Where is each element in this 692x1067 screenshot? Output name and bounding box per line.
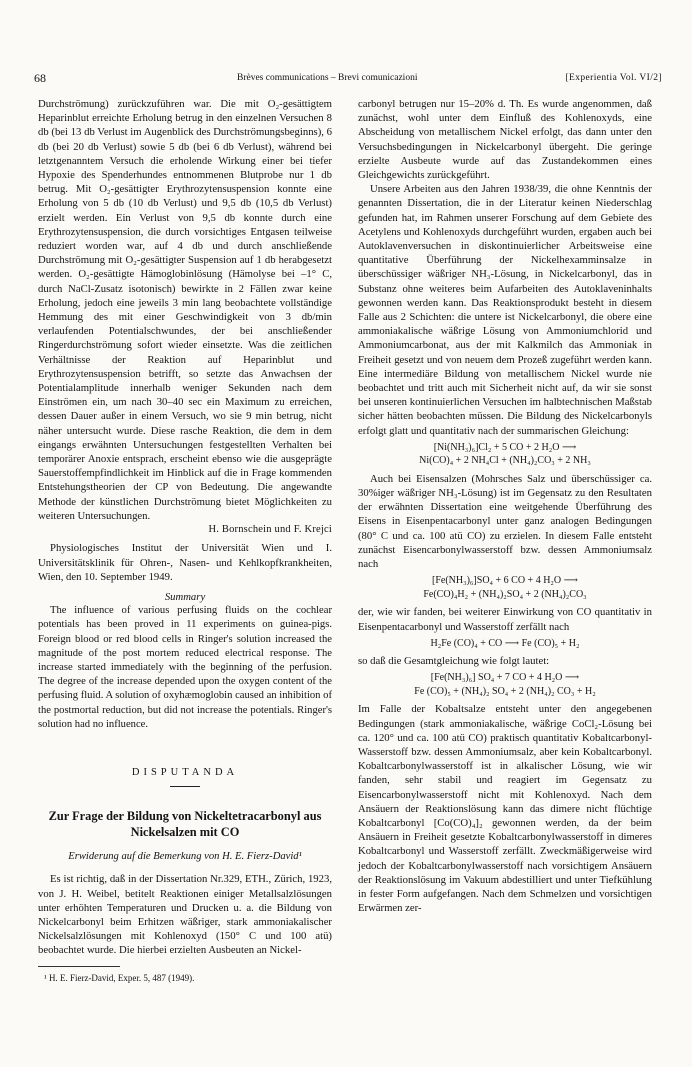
body-paragraph: Im Falle der Kobaltsalze entsteht unter den angegebenen Bedingungen (stark ammoniakalische, wäßrige CoCl₂-Lösung bei ca. 120° und ca. 100 atü CO) praktisch quantitativ Kobaltcarbonyl-Wasserstoff bzw. dessen Ammoniumsalz, aber kein Kobaltcarbonyl. Kobaltcarbonylwasserstoff ist in alkalischer Lösung, wie wir fanden, sehr stabil und reagiert im Gegensatz zu Eisencarbonylwasserstoff nicht mit Kohlenoxyd. Nach dem Ansäuern der Reaktionslösung kann das dimere nicht flüchtige Kobaltcarbonyl [Co(CO)₄]₂ gewonnen werden, da der beim Ansäuern in Freiheit gesetzte Kobaltcarbonylwasserstoff in dimeres Kobaltcarbonyl und Wasserstoff zerfällt. Zweckmäßigerweise wird jedoch der Kobaltcarbonylwasserstoff nach vorsichtigem Ansäuern der Reaktionslösung im Vakuum abdestilliert und unter Tiefkühlung in fester Form aufgefangen. Nach dem Schmelzen und vorsichtigen Erwärmen zer- xyxy=(358,703,652,915)
equation-line: H₂Fe (CO)₄ + CO ⟶ Fe (CO)₅ + H₂ xyxy=(430,637,580,649)
summary-heading: Summary xyxy=(164,590,206,603)
running-title: Brèves communications – Brevi comunicazioni xyxy=(237,73,418,83)
affiliation: Physiologisches Institut der Universität Wien und I. Universitätsklinik für Ohren-, Nasen- und Kehlkopfkrankheiten, Wien, den 10. September 1949. xyxy=(38,542,332,583)
body-paragraph: carbonyl betrugen nur 15–20% d. Th. Es wurde angenommen, daß zunächst, wohl unter dem Einfluß des Kohlenoxyds, eine Abscheidung von metallischem Nickel erfolgt, das dann unter den Versuchsbedingungen in Nickelcarbonyl übergeht. Die geringe erzielte Ausbeute wurde auf das Zustandekommen eines Gleichgewichts zurückgeführt. xyxy=(358,98,652,182)
equation-line: [Ni(NH₃)₆]Cl₂ + 5 CO + 2 H₂O ⟶ xyxy=(433,441,577,453)
section-divider xyxy=(170,786,200,787)
equation-iron xyxy=(358,574,652,601)
footnote-divider xyxy=(38,966,120,967)
section-heading: DISPUTANDA xyxy=(131,766,239,778)
summary-text: The influence of various perfusing fluids on the cochlear potentials has been proved in 11 experiments on guinea-pigs. Foreign blood or red blood cells in Ringer's solution increased the magnitude of the post mortem reduced electrical response. The increase started immediately with the beginning of the perfusion. The degree of the increase depended upon the oxygen content of the perfusing fluid. A solution of oxyhæmoglobin caused an inhibition of the postmortal reduction, but did not increase the potentials. Ringer's solution had no influence. xyxy=(38,605,332,730)
left-column xyxy=(38,97,332,984)
footnote: ¹ H. E. Fierz-David, Exper. 5, 487 (1949). xyxy=(44,972,195,983)
body-paragraph: Auch bei Eisensalzen (Mohrsches Salz und überschüssiger ca. 30%iger wäßriger NH₃-Lösung) ist im Gegensatz zu den Resultaten der erwähnten Dissertation eine weitgehende Überführung des Eisens in Eisenpentacarbonyl unter ganz analogen Bedingungen (80° C und ca. 100 atü CO) zu erzielen. In diesem Falle entsteht zunächst Eisencarbonylwasserstoff bzw. dessen Ammoniumsalz nach xyxy=(358,472,652,571)
journal-reference: [Experientia Vol. VI/2] xyxy=(565,73,662,83)
equation-line: Fe(CO)₄H₂ + (NH₄)₂SO₄ + 2 (NH₄)₂CO₃ xyxy=(423,588,587,600)
body-paragraph: so daß die Gesamtgleichung wie folgt lautet: xyxy=(358,655,550,668)
equation-decomposition xyxy=(358,637,652,651)
equation-line: [Fe(NH₃)₆]SO₄ + 6 CO + 4 H₂O ⟶ xyxy=(432,575,578,587)
body-paragraph: Unsere Arbeiten aus den Jahren 1938/39, die ohne Kenntnis der genannten Dissertation, die in der Literatur keinen Niederschlag gefunden hat, im Rahmen unserer Forschung auf dem Gebiete des Acetylens und Kohlenoxyds durchgeführt wurden, ergaben auch bei Autoklavenversuchen in diskontinuierlicher Arbeitsweise eine quantitative Überführung der Nickelhexamminsalze in überschüssiger wäßriger NH₃-Lösung, in Nickelcarbonyl, das in Substanz ohne weiteres beim Aufarbeiten des Autoklaveninhalts gewonnen werden kann. Das Reaktionsprodukt besteht in diesem Falle aus 2 Schichten: die untere ist Nickelcarbonyl, die obere eine ammoniakalische wäßrige Lösung von Ammoniumchlorid und Ammoniumcarbonat, aus der mit Kalkmilch das Ammoniak in Freiheit gesetzt und von neuem dem Prozeß zugeführt werden kann. Eine intermediäre Bildung von metallischem Nickel wurde nie beobachtet und tritt auch mit Sicherheit nicht auf, da wir sie sonst bei unseren kontinuierlichen Versuchen im halbtechnischen Maßstab sicher hätten beobachten müssen. Die Bildung des Nickelcarbonyls erfolgt glatt und quantitativ nach der summarischen Gleichung: xyxy=(358,183,652,437)
article-subtitle: Erwiderung auf die Bemerkung von H. E. Fierz-David¹ xyxy=(68,851,302,863)
summary-block xyxy=(38,604,332,732)
right-column xyxy=(358,97,652,915)
body-paragraph: Durchströmung) zurückzuführen war. Die mit O₂-gesättigtem Heparinblut erreichte Erholung betrug in den einzelnen Versuchen 8 db (bei 13 db Verlust im Augenblick des Durchströmungsbeginns), 6 db (bei 20 db Verlust) sowie 5 db (bei 6 db Verlust), während bei letztgenanntem Versuch die erholende Wirkung einer bei tiefer Hypoxie des Spenderhundes entnommenen Blutprobe nur 1 db betrug. Mit O₂-gesättigter Erythrozytensuspension konnte eine Erholung von 5 db (10 db Verlust) und 9,5 db (10,5 db Verlust) erzielt werden. Ein Verlust von 9,5 db konnte durch eine Erythrozytensuspension, die durch vorsichtiges Entgasen teilweise reduziert worden war, auf 4 db und durch anschließende Durchströmung mit O₂-gesättigter Suspension auf 1 db herabgesetzt werden. O₂-gesättigte Hämoglobinlösung (Hämolyse bei –1° C, durch NaCl-Zusatz isotonisch) bewirkte in 2 Fällen zwar keine Erholung, jedoch eine jeweils 3 min lang beobachtete vollständige Hemmung des mit einer Geschwindigkeit von 3 db/min verlaufenden Potentialschwundes, der bei anschließender Ringerdurchströmung sofort wieder einsetzte. Was die zeitlichen Verhältnisse der Reaktion auf Heparinblut und Erythrozytensuspension betrifft, so setzte das Anwachsen der Potentialamplitude innerhalb weniger Sekunden nach dem Einströmen ein, um nach 30–40 sec ein Maximum zu erreichen, dessen Dauer außer in einem Versuch, wo sie 9 min betrug, nicht näher untersucht wurde. Diese rasche Reaktion, die dem in dem eingangs erwähnten Untersuchungen festgestellten Verhalten bei temporärer Anoxie entsprach, erscheint ebenso wie die ausgeprägte Sauerstoffempfindlichkeit im Hinblick auf die in Frage kommenden Entstehungstheorien der CP von Bedeutung. Die angewandte Methode der künstlichen Durchströmung bietet Möglichkeiten zu weiteren Untersuchungen. xyxy=(38,98,332,522)
body-paragraph: der, wie wir fanden, bei weiterer Einwirkung von CO quantitativ in Eisenpentacarbonyl und Wasserstoff zerfällt nach xyxy=(358,606,652,633)
equation-nickel xyxy=(358,441,652,468)
article-title: Zur Frage der Bildung von Nickeltetracarbonyl aus Nickelsalzen mit CO xyxy=(48,809,322,839)
body-paragraph: Es ist richtig, daß in der Dissertation Nr.329, ETH., Zürich, 1923, von J. H. Weibel, betitelt Reaktionen einiger Metallsalzlösungen unter erhöhten Temperaturen und Drucken u. a. die Bildung von Nickelcarbonyl beim Erhitzen wäßriger, stark ammoniakalischer Nickelsalzlösungen mit Kohlenoxyd (150° C und 100 atü) beobachtet wurde. Die hierbei erzielten Ausbeuten an Nickel- xyxy=(38,873,332,957)
author-signature: H. Bornschein und F. Krejci xyxy=(208,524,332,536)
equation-total xyxy=(358,671,652,698)
page-number: 68 xyxy=(34,71,46,85)
equation-line: Fe (CO)₅ + (NH₄)₂ SO₄ + 2 (NH₄)₂ CO₃ + H₂ xyxy=(414,685,596,697)
equation-line: Ni(CO)₄ + 2 NH₄Cl + (NH₄)₂CO₃ + 2 NH₃ xyxy=(419,455,591,467)
equation-line: [Fe(NH₃)₆] SO₄ + 7 CO + 4 H₂O ⟶ xyxy=(430,672,580,684)
